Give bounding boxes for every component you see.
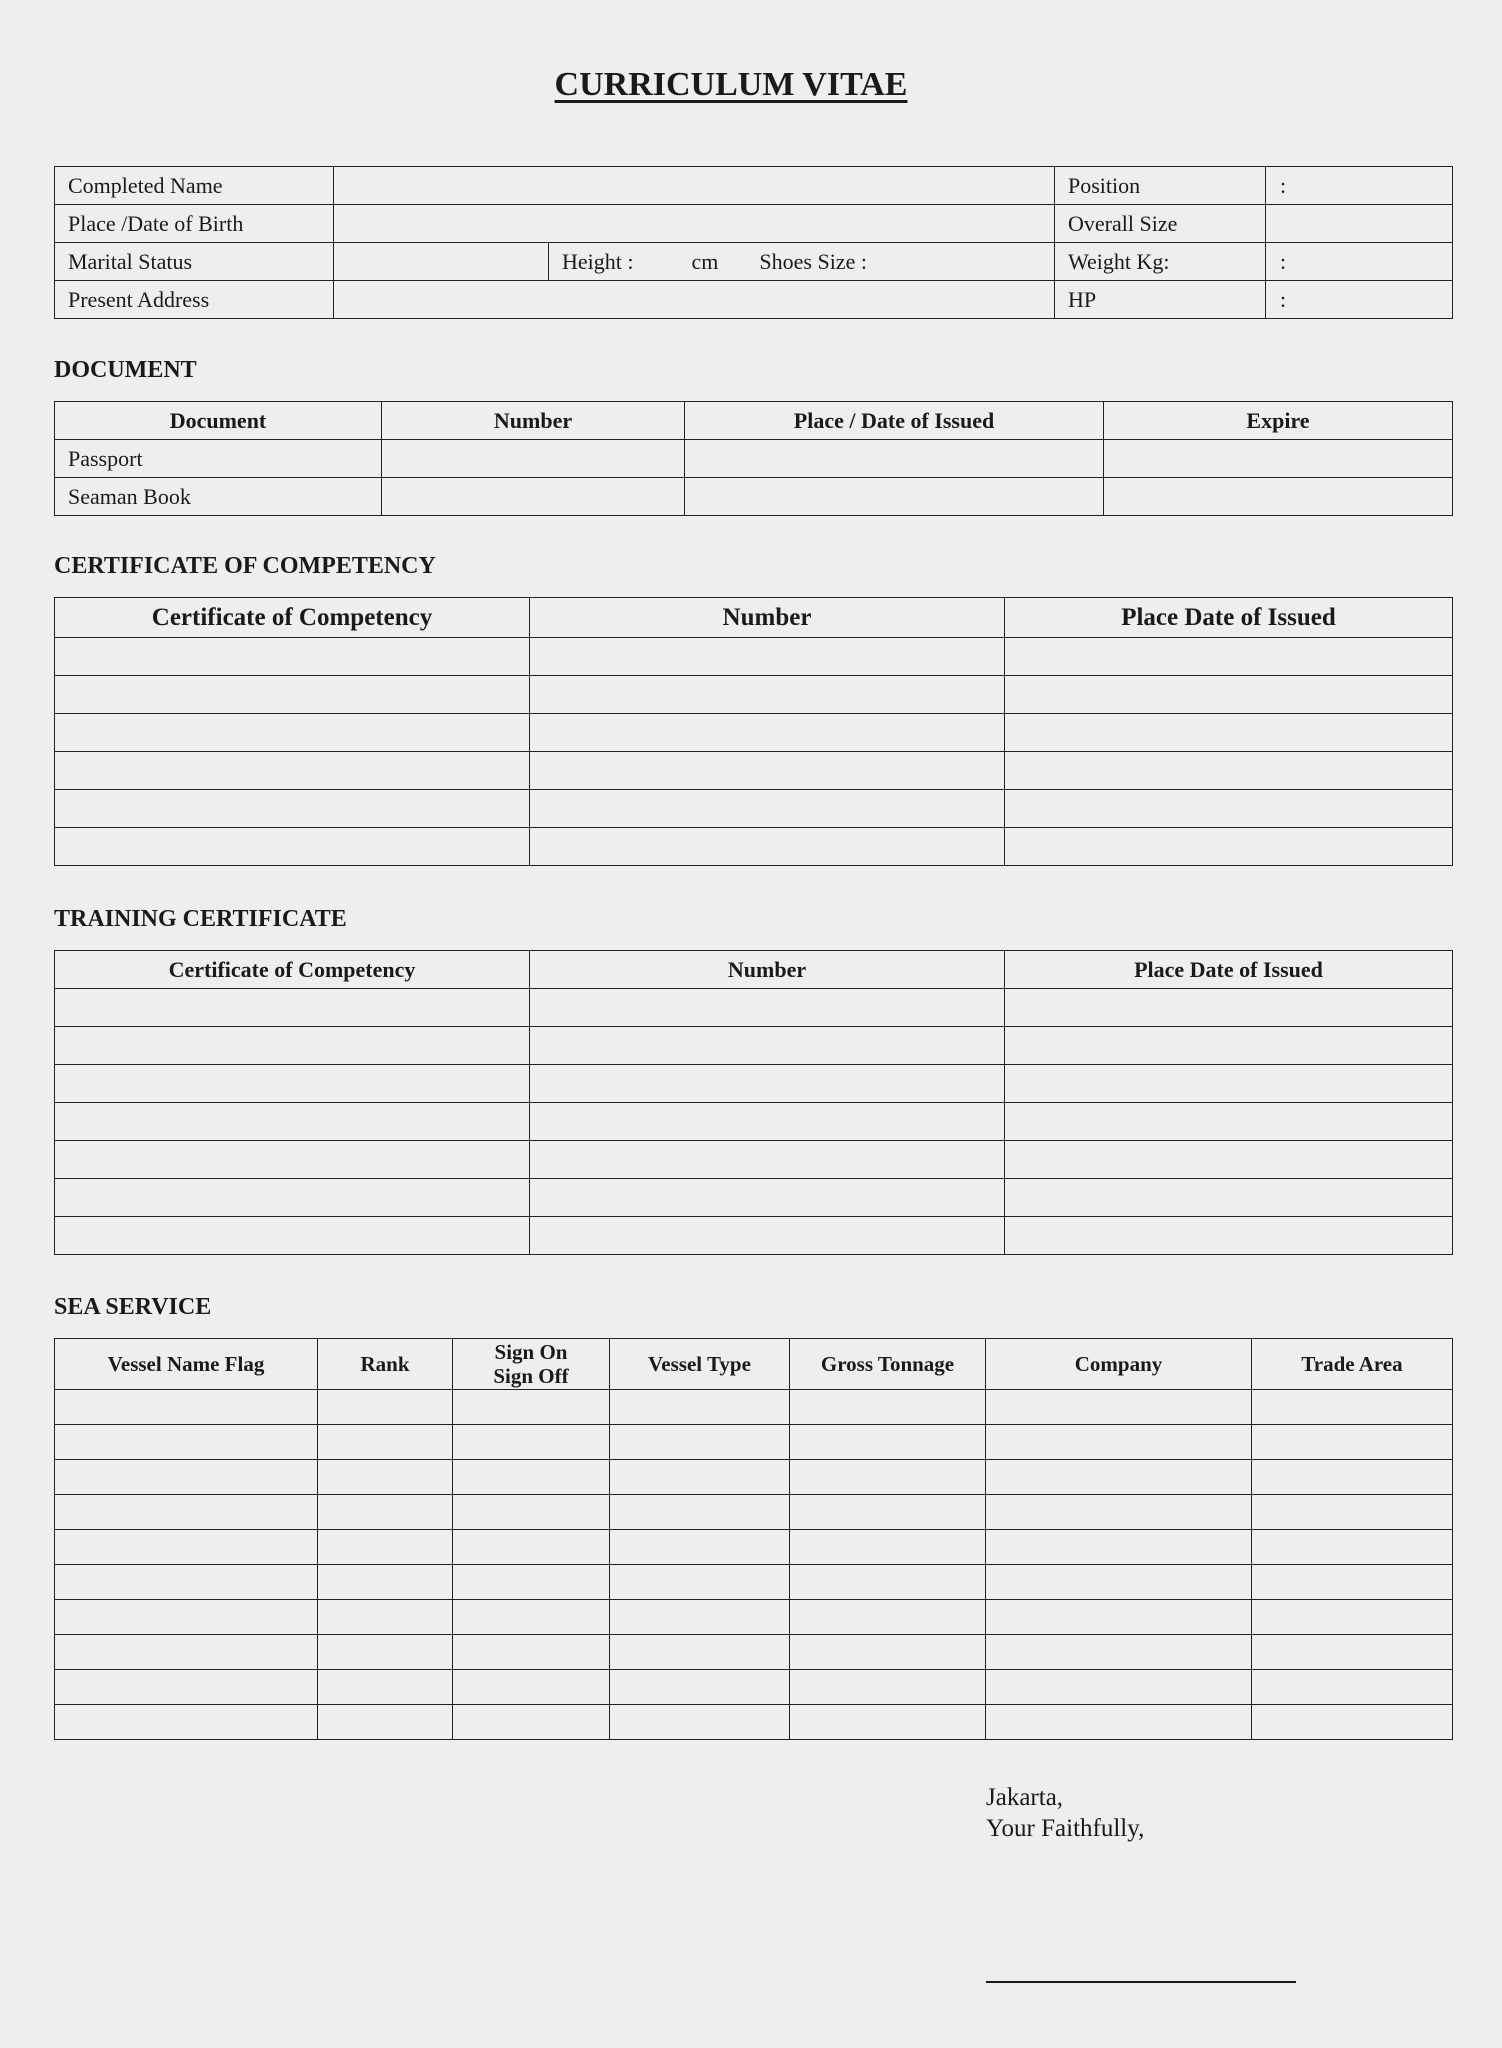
table-cell[interactable] [530, 1141, 1005, 1179]
table-cell[interactable] [1104, 478, 1453, 516]
column-header: Certificate of Competency [55, 598, 530, 638]
height-shoes-field[interactable] [549, 243, 1055, 281]
column-header: Expire [1104, 402, 1453, 440]
table-cell[interactable] [453, 1460, 610, 1495]
table-cell[interactable] [55, 1390, 318, 1425]
table-row [55, 167, 1453, 205]
place-date-birth-field[interactable] [334, 205, 1055, 243]
table-row [55, 1635, 1453, 1670]
table-cell[interactable] [986, 1425, 1252, 1460]
table-cell[interactable] [790, 1635, 986, 1670]
table-cell[interactable] [986, 1635, 1252, 1670]
column-header: Number [530, 598, 1005, 638]
signature-line[interactable] [986, 1981, 1296, 1983]
table-cell[interactable] [1252, 1705, 1453, 1740]
document-table [54, 401, 1453, 516]
table-row [55, 676, 1453, 714]
shoes-size-label: Shoes Size : [759, 248, 867, 274]
column-header: Document [55, 402, 382, 440]
sea-service-table [54, 1338, 1453, 1740]
column-header: Rank [318, 1339, 453, 1390]
table-cell[interactable] [55, 1670, 318, 1705]
table-cell[interactable] [55, 1460, 318, 1495]
table-cell[interactable] [1252, 1670, 1453, 1705]
table-cell[interactable] [382, 478, 685, 516]
training-table [54, 950, 1453, 1255]
table-row [55, 1565, 1453, 1600]
table-header-row [55, 402, 1453, 440]
table-cell[interactable] [318, 1390, 453, 1425]
table-cell[interactable] [318, 1530, 453, 1565]
completed-name-field[interactable] [334, 167, 1055, 205]
personal-info-table [54, 166, 1453, 319]
table-cell[interactable] [530, 790, 1005, 828]
table-cell[interactable] [530, 1065, 1005, 1103]
table-cell[interactable] [55, 752, 530, 790]
table-row [55, 1705, 1453, 1740]
table-cell[interactable] [55, 1179, 530, 1217]
table-cell[interactable] [530, 828, 1005, 866]
table-row [55, 828, 1453, 866]
marital-status-label: Marital Status [55, 243, 334, 281]
table-cell[interactable] [1252, 1635, 1453, 1670]
marital-status-field[interactable] [334, 243, 549, 281]
table-header-row [55, 598, 1453, 638]
table-header-row [55, 951, 1453, 989]
table-cell[interactable] [55, 1635, 318, 1670]
table-cell[interactable] [318, 1670, 453, 1705]
table-cell[interactable] [986, 1705, 1252, 1740]
sign-on-label: Sign On [494, 1340, 568, 1364]
column-header: Place Date of Issued [1005, 951, 1453, 989]
column-header: Company [986, 1339, 1252, 1390]
hp-label: HP [1055, 281, 1266, 319]
table-cell[interactable] [55, 828, 530, 866]
table-cell[interactable] [685, 440, 1104, 478]
table-cell[interactable] [318, 1705, 453, 1740]
closing-block [986, 1782, 1144, 1844]
table-row [55, 281, 1453, 319]
table-cell[interactable] [318, 1565, 453, 1600]
table-cell[interactable] [55, 1600, 318, 1635]
table-cell[interactable] [1005, 1065, 1453, 1103]
table-cell[interactable] [610, 1600, 790, 1635]
table-row [55, 1600, 1453, 1635]
table-cell[interactable] [610, 1565, 790, 1600]
table-cell[interactable] [530, 752, 1005, 790]
table-cell[interactable] [1252, 1600, 1453, 1635]
table-cell[interactable] [55, 1103, 530, 1141]
table-cell[interactable] [453, 1600, 610, 1635]
table-cell[interactable] [610, 1460, 790, 1495]
table-cell[interactable] [453, 1495, 610, 1530]
table-row [55, 1103, 1453, 1141]
table-cell[interactable] [318, 1635, 453, 1670]
table-cell[interactable] [453, 1530, 610, 1565]
column-header: Number [382, 402, 685, 440]
table-cell[interactable] [55, 638, 530, 676]
position-field[interactable]: : [1266, 167, 1453, 205]
table-cell[interactable] [530, 1027, 1005, 1065]
weight-field[interactable]: : [1266, 243, 1453, 281]
table-cell[interactable] [1005, 676, 1453, 714]
table-row [55, 1141, 1453, 1179]
table-cell[interactable] [1005, 638, 1453, 676]
table-cell[interactable] [453, 1705, 610, 1740]
column-header: Gross Tonnage [790, 1339, 986, 1390]
column-header: Place / Date of Issued [685, 402, 1104, 440]
table-cell[interactable] [1252, 1495, 1453, 1530]
table-cell[interactable] [986, 1460, 1252, 1495]
table-cell[interactable] [55, 676, 530, 714]
column-header: Trade Area [1252, 1339, 1453, 1390]
table-cell[interactable] [55, 1217, 530, 1255]
table-cell[interactable] [453, 1390, 610, 1425]
table-cell[interactable] [55, 1495, 318, 1530]
table-cell[interactable] [790, 1460, 986, 1495]
table-cell[interactable] [986, 1390, 1252, 1425]
table-cell[interactable] [1005, 1217, 1453, 1255]
table-cell[interactable] [453, 1565, 610, 1600]
table-cell[interactable] [1005, 714, 1453, 752]
position-label: Position [1055, 167, 1266, 205]
table-cell[interactable] [790, 1565, 986, 1600]
table-cell[interactable] [382, 440, 685, 478]
column-header: Place Date of Issued [1005, 598, 1453, 638]
table-cell[interactable] [1104, 440, 1453, 478]
table-cell[interactable] [1005, 1179, 1453, 1217]
table-cell[interactable] [790, 1390, 986, 1425]
table-cell[interactable] [1005, 1103, 1453, 1141]
table-cell[interactable] [1252, 1530, 1453, 1565]
table-row [55, 1217, 1453, 1255]
column-header-sign [453, 1339, 610, 1390]
table-cell[interactable] [453, 1635, 610, 1670]
table-cell[interactable] [530, 989, 1005, 1027]
table-cell[interactable] [610, 1425, 790, 1460]
table-row [55, 752, 1453, 790]
table-cell[interactable] [986, 1670, 1252, 1705]
column-header: Number [530, 951, 1005, 989]
coc-table [54, 597, 1453, 866]
closing-salutation: Your Faithfully, [986, 1815, 1145, 1842]
table-cell[interactable] [318, 1600, 453, 1635]
table-cell[interactable] [453, 1670, 610, 1705]
completed-name-label: Completed Name [55, 167, 334, 205]
table-cell[interactable] [1005, 752, 1453, 790]
table-row [55, 440, 1453, 478]
table-row [55, 478, 1453, 516]
table-row [55, 989, 1453, 1027]
table-row [55, 1460, 1453, 1495]
table-cell[interactable] [530, 714, 1005, 752]
table-cell[interactable] [610, 1705, 790, 1740]
table-cell[interactable] [55, 989, 530, 1027]
table-cell[interactable] [1005, 989, 1453, 1027]
table-cell[interactable] [685, 478, 1104, 516]
table-cell[interactable] [986, 1600, 1252, 1635]
table-cell[interactable] [55, 790, 530, 828]
weight-label: Weight Kg: [1055, 243, 1266, 281]
table-cell[interactable] [610, 1495, 790, 1530]
table-row [55, 1027, 1453, 1065]
place-date-birth-label: Place /Date of Birth [55, 205, 334, 243]
table-row [55, 1425, 1453, 1460]
table-cell[interactable] [610, 1670, 790, 1705]
table-row [55, 790, 1453, 828]
table-cell[interactable] [1252, 1460, 1453, 1495]
row-label: Seaman Book [55, 478, 382, 516]
table-cell[interactable] [55, 714, 530, 752]
column-header: Vessel Name Flag [55, 1339, 318, 1390]
sign-off-label: Sign Off [493, 1364, 569, 1388]
table-cell[interactable] [530, 638, 1005, 676]
table-row [55, 1179, 1453, 1217]
hp-field[interactable]: : [1266, 281, 1453, 319]
present-address-field[interactable] [334, 281, 1055, 319]
height-label: Height : [562, 248, 634, 274]
table-cell[interactable] [790, 1600, 986, 1635]
table-cell[interactable] [986, 1495, 1252, 1530]
table-row [55, 205, 1453, 243]
table-row [55, 1670, 1453, 1705]
table-cell[interactable] [55, 1141, 530, 1179]
table-cell[interactable] [986, 1530, 1252, 1565]
table-row [55, 714, 1453, 752]
table-cell[interactable] [55, 1705, 318, 1740]
table-row [55, 243, 1453, 281]
column-header: Certificate of Competency [55, 951, 530, 989]
table-cell[interactable] [610, 1530, 790, 1565]
table-cell[interactable] [453, 1425, 610, 1460]
table-cell[interactable] [790, 1670, 986, 1705]
coc-heading: CERTIFICATE OF COMPETENCY [54, 553, 436, 579]
page-title: CURRICULUM VITAE [554, 66, 908, 103]
table-row [55, 1065, 1453, 1103]
table-header-row [55, 1339, 1453, 1390]
table-cell[interactable] [55, 1530, 318, 1565]
table-cell[interactable] [610, 1390, 790, 1425]
table-cell[interactable] [986, 1565, 1252, 1600]
table-cell[interactable] [1005, 1141, 1453, 1179]
table-cell[interactable] [1005, 790, 1453, 828]
table-cell[interactable] [55, 1425, 318, 1460]
present-address-label: Present Address [55, 281, 334, 319]
table-cell[interactable] [1252, 1425, 1453, 1460]
table-cell[interactable] [790, 1705, 986, 1740]
table-cell[interactable] [55, 1565, 318, 1600]
row-label: Passport [55, 440, 382, 478]
overall-size-label: Overall Size [1055, 205, 1266, 243]
training-heading: TRAINING CERTIFICATE [54, 906, 347, 932]
closing-place: Jakarta, [986, 1784, 1064, 1811]
table-cell[interactable] [790, 1495, 986, 1530]
table-cell[interactable] [530, 1217, 1005, 1255]
table-cell[interactable] [318, 1495, 453, 1530]
table-cell[interactable] [1252, 1390, 1453, 1425]
table-cell[interactable] [318, 1425, 453, 1460]
table-cell[interactable] [318, 1460, 453, 1495]
sea-service-heading: SEA SERVICE [54, 1294, 212, 1320]
table-cell[interactable] [1005, 1027, 1453, 1065]
table-row [55, 1390, 1453, 1425]
table-cell[interactable] [530, 676, 1005, 714]
table-row [55, 1530, 1453, 1565]
document-heading: DOCUMENT [54, 357, 197, 383]
table-cell[interactable] [790, 1425, 986, 1460]
table-cell[interactable] [530, 1179, 1005, 1217]
table-cell[interactable] [530, 1103, 1005, 1141]
table-cell[interactable] [790, 1530, 986, 1565]
table-cell[interactable] [610, 1635, 790, 1670]
table-cell[interactable] [1005, 828, 1453, 866]
table-cell[interactable] [55, 1065, 530, 1103]
overall-size-field[interactable] [1266, 205, 1453, 243]
table-cell[interactable] [1252, 1565, 1453, 1600]
cm-label: cm [691, 248, 719, 274]
table-row [55, 1495, 1453, 1530]
table-cell[interactable] [55, 1027, 530, 1065]
column-header: Vessel Type [610, 1339, 790, 1390]
table-row [55, 638, 1453, 676]
